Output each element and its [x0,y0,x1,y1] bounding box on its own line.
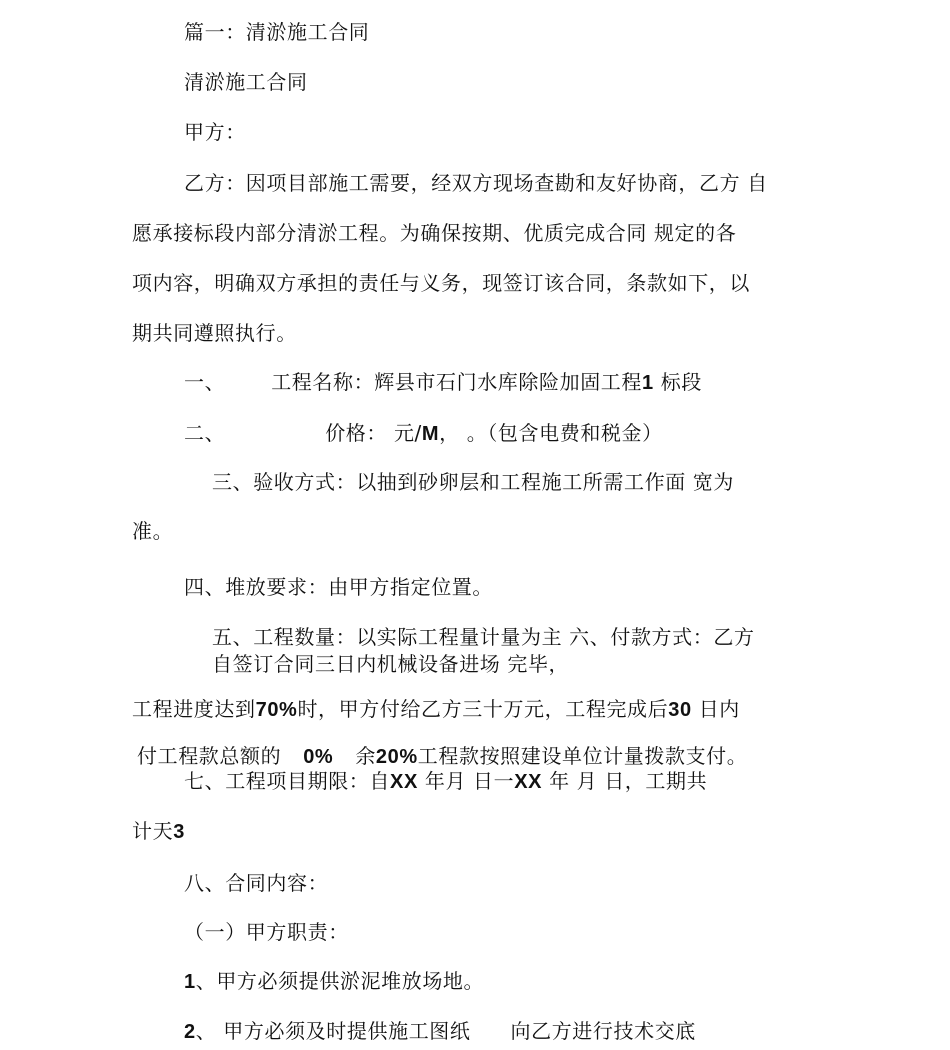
duty-item-1 [184,968,484,995]
clause-7-year-start: XX [390,771,418,793]
clause-3-line-2: 准。 [132,519,174,543]
payment-remaining-percent: 20% [375,746,418,768]
intro-line-4: 期共同遵照执行。 [132,321,297,345]
payment-text-b: 时，甲方付给乙方三十万元，工程完成后 [297,697,669,721]
duty-item-2-number: 2 [184,1021,196,1043]
clause-3-line-1: 三、验收方式：以抽到砂卵层和工程施工所需工作面 宽为 [212,470,734,494]
intro-line-3: 项内容，明确双方承担的责任与义务，现签订该合同，条款如下，以 [132,271,750,295]
duty-item-1-text: 、甲方必须提供淤泥堆放场地。 [195,969,485,993]
clause-1-section-number: 1 [642,372,654,394]
clause-5-line-1: 五、工程数量：以实际工程量计量为主 六、付款方式：乙方 [212,625,755,649]
clause-2-tail: ， 。（包含电费和税金） [439,421,663,445]
document-heading: 篇一：清淤施工合同 [184,20,370,44]
clause-1 [184,369,702,396]
payment-days: 30 [668,699,692,721]
payment-total-percent: 0% [303,746,334,768]
clause-7-year-end: XX [514,771,543,793]
clause-7-days-label: 计天 [132,819,174,843]
contract-title: 清淤施工合同 [184,70,308,94]
payment-text-d: 付工程款总额的 [137,744,282,768]
clause-2-unit: M [421,423,440,445]
payment-line-2 [137,743,747,770]
clause-1-number: 一、 [184,370,226,394]
duty-item-1-number: 1 [184,971,196,993]
duty-item-2 [184,1018,696,1045]
clause-7-line-2 [132,818,185,845]
intro-line-2: 愿承接标段内部分清淤工程。为确保按期、优质完成合同 规定的各 [132,221,737,245]
clause-7-days-number: 3 [173,821,185,843]
clause-2-number: 二、 [184,421,226,445]
duty-item-2-tail: 向乙方进行技术交底 [510,1019,696,1043]
payment-line-1 [132,696,740,723]
clause-4: 四、堆放要求：由甲方指定位置。 [184,575,493,599]
payment-progress-percent: 70% [255,699,298,721]
duty-item-2-text: 、 甲方必须及时提供施工图纸 [195,1019,471,1043]
clause-7-text-b: 年月 日一 [424,769,515,793]
clause-7-line-1 [184,768,707,795]
payment-text-c: 日内 [698,697,740,721]
clause-2 [184,420,663,447]
clause-8: 八、合同内容： [184,871,329,895]
clause-7-text-c: 年 月 日，工期共 [549,769,708,793]
payment-text-f: 工程款按照建设单位计量拨款支付。 [417,744,748,768]
clause-7-text-a: 七、工程项目期限：自 [184,769,390,793]
payment-text-a: 工程进度达到 [132,697,256,721]
clause-5-line-2: 自签订合同三日内机械设备进场 完毕， [212,652,570,676]
subsection-party-a-duties: （一）甲方职责： [184,920,349,944]
party-a-label: 甲方： [184,120,246,144]
clause-2-text: 价格： 元/ [325,421,422,445]
clause-1-text: 工程名称：辉县市石门水库除险加固工程 [271,370,643,394]
intro-line-1: 乙方：因项目部施工需要，经双方现场查勘和友好协商，乙方 自 [184,171,768,195]
payment-text-e: 余 [355,744,376,768]
clause-1-tail: 标段 [660,370,702,394]
